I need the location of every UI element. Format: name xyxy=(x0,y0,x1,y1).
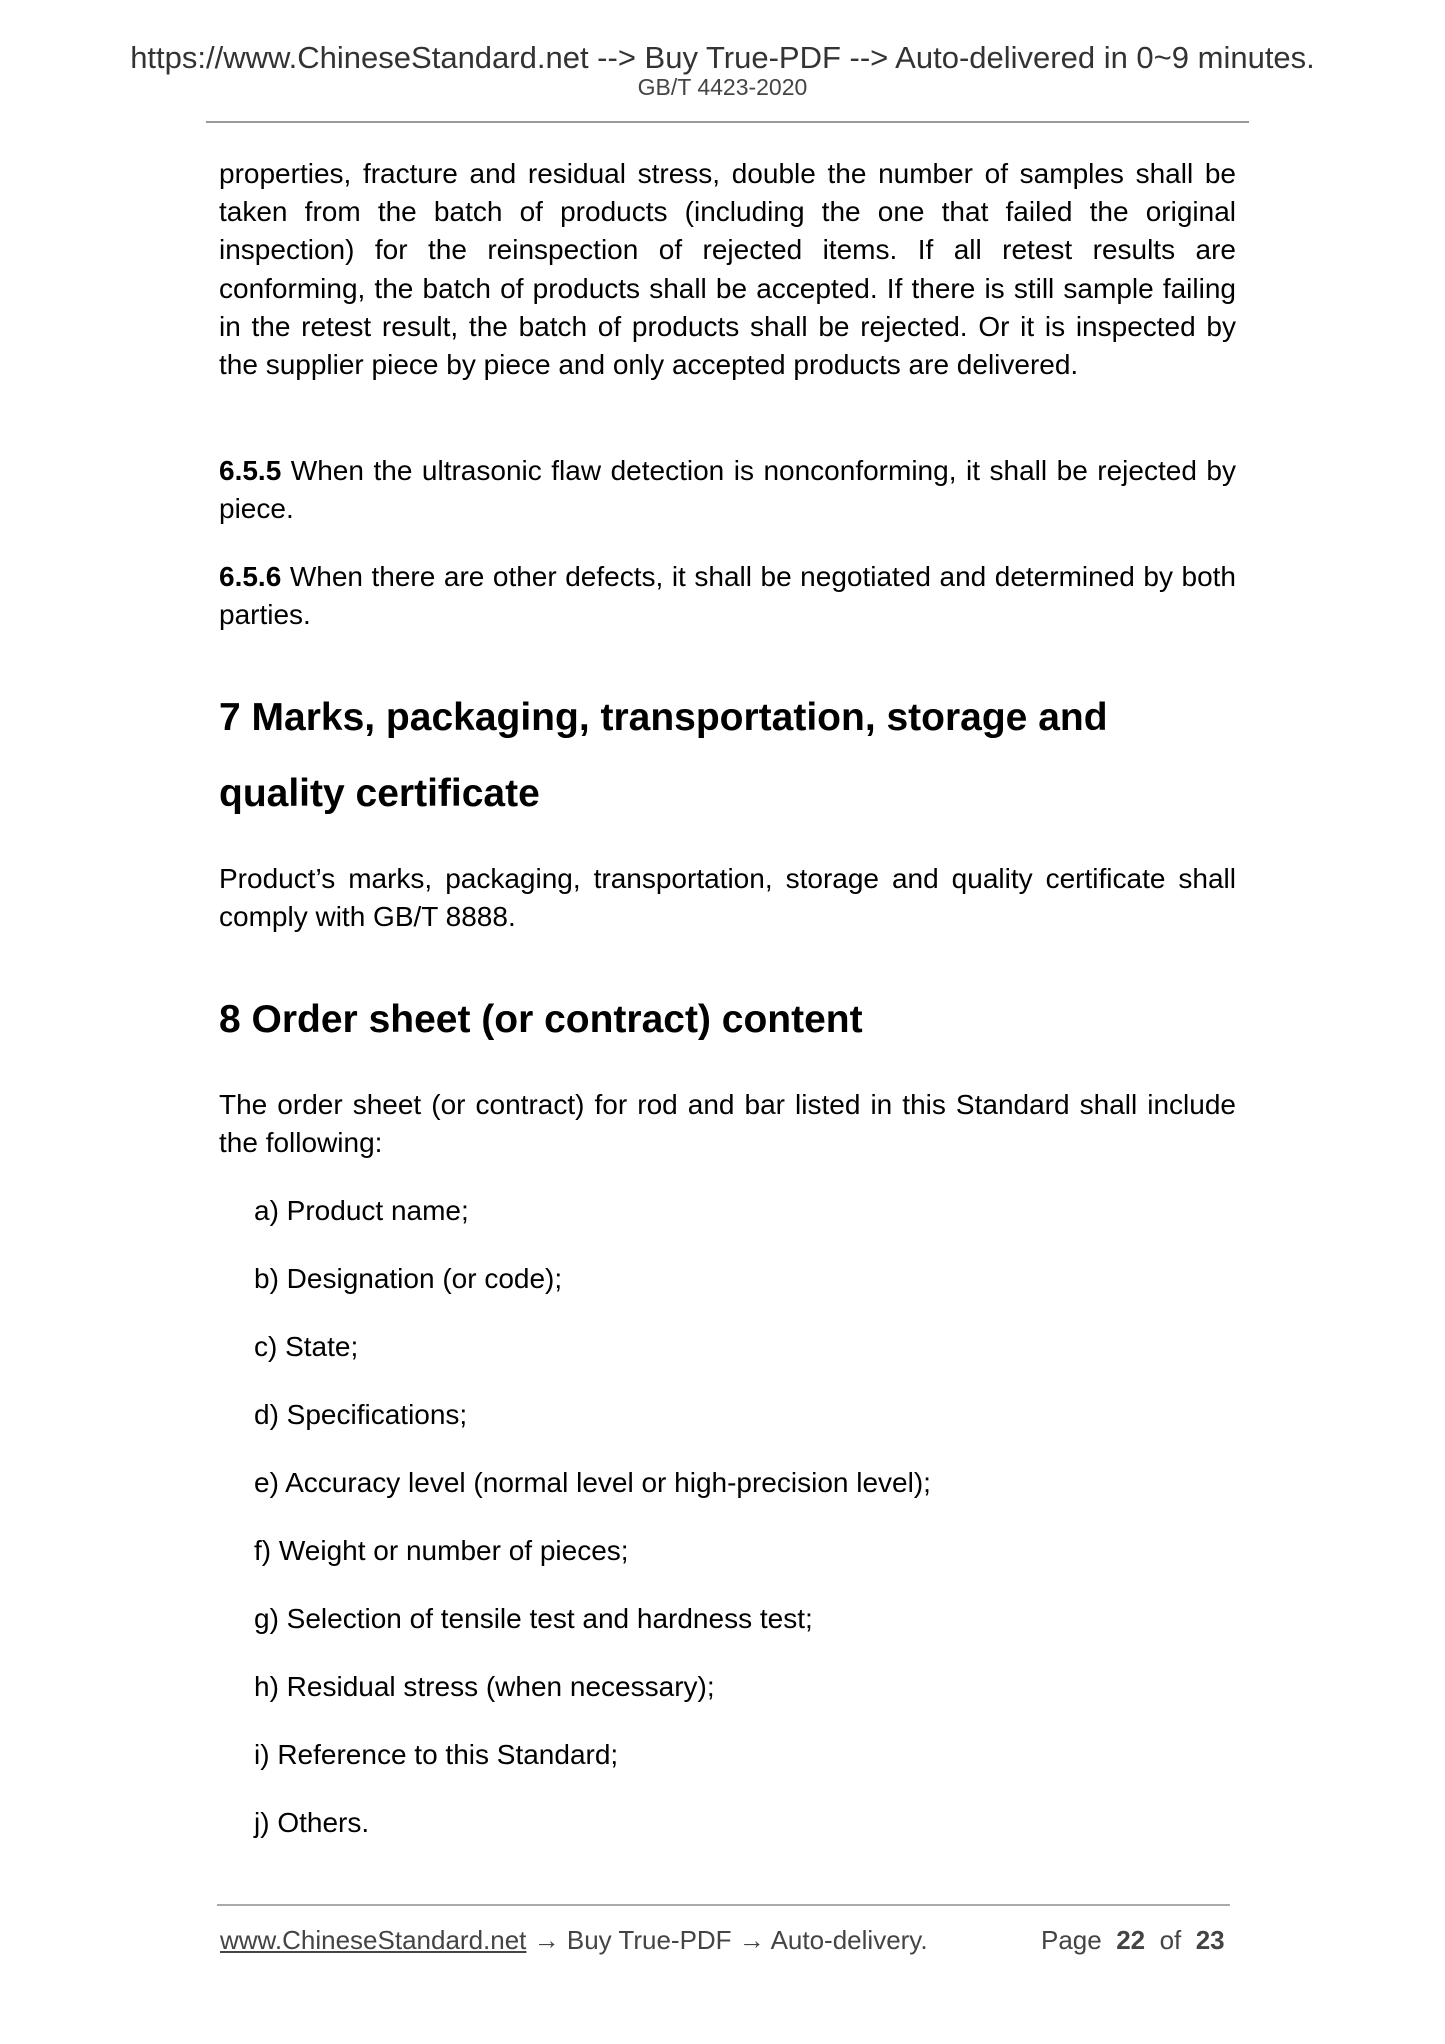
total-pages: 23 xyxy=(1195,1925,1225,1955)
paragraph-section-8: The order sheet (or contract) for rod and bar listed in this Standard shall include the following: xyxy=(219,1089,1236,1159)
list-item: h) Residual stress (when necessary); xyxy=(254,1671,715,1702)
clause-6-5-5 xyxy=(219,452,1236,528)
clause-text: When the ultrasonic flaw detection is nonconforming, it shall be rejected by piece. xyxy=(219,455,1236,525)
of-label: of xyxy=(1159,1925,1182,1955)
header-banner: https://www.ChineseStandard.net --> Buy True-PDF --> Auto-delivered in 0~9 minutes. xyxy=(130,40,1315,75)
clause-6-5-6 xyxy=(219,558,1236,634)
list-item: a) Product name; xyxy=(254,1195,469,1226)
heading-section-7: 7 Marks, packaging, transportation, storage and quality certificate xyxy=(219,696,1108,815)
current-page: 22 xyxy=(1116,1925,1146,1955)
list-item: f) Weight or number of pieces; xyxy=(254,1535,629,1566)
header-divider xyxy=(206,121,1249,123)
standard-number: GB/T 4423-2020 xyxy=(637,74,808,100)
page-label: Page xyxy=(1041,1925,1102,1955)
paragraph-section-7: Product’s marks, packaging, transportation, storage and quality certificate shall comply with GB/T 8888. xyxy=(219,863,1236,933)
list-item: d) Specifications; xyxy=(254,1399,468,1430)
page-number xyxy=(1041,1925,1225,1956)
list-item: j) Others. xyxy=(254,1807,370,1838)
clause-text: When there are other defects, it shall be negotiated and determined by both parties. xyxy=(219,561,1236,631)
list-item: b) Designation (or code); xyxy=(254,1263,563,1294)
list-item: e) Accuracy level (normal level or high-precision level); xyxy=(254,1467,931,1498)
footer-divider xyxy=(217,1904,1230,1906)
list-item: g) Selection of tensile test and hardness test; xyxy=(254,1603,813,1634)
footer-text xyxy=(220,1925,928,1956)
paragraph-retest: properties, fracture and residual stress, double the number of samples shall be taken from the batch of products (including the one that failed the original inspection) for the reinspection of rejected items. If all retest results are conforming, the batch of products shall be accepted. If there is still sample failing in the retest result, the batch of products shall be rejected. Or it is inspected by the supplier piece by piece and only accepted products are delivered. xyxy=(219,158,1236,381)
list-item: i) Reference to this Standard; xyxy=(254,1739,619,1770)
heading-section-8: 8 Order sheet (or contract) content xyxy=(219,998,863,1041)
list-item: c) State; xyxy=(254,1331,359,1362)
clause-number: 6.5.5 xyxy=(219,455,282,486)
footer-link[interactable]: www.ChineseStandard.net xyxy=(220,1925,527,1955)
clause-number: 6.5.6 xyxy=(219,561,282,592)
footer-rest: → Buy True-PDF → Auto-delivery. xyxy=(526,1925,928,1955)
